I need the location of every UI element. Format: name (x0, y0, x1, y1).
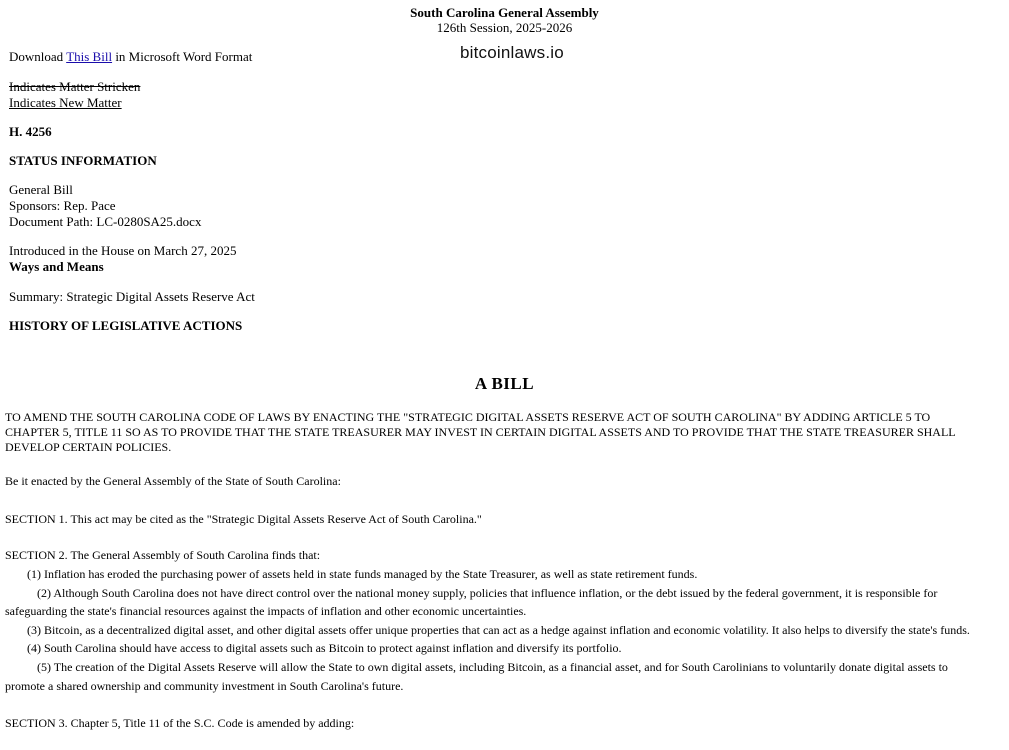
finding-2-line-1 (37, 586, 1009, 601)
summary: Summary: Strategic Digital Assets Reserve Act (9, 289, 255, 304)
committee: Ways and Means (9, 259, 104, 274)
finding-3-text: (3) Bitcoin, as a decentralized digital asset, and other digital assets offer unique properties that can act as a hedge against inflation and economic volatility. It also helps to diversify the state's funds. (27, 623, 970, 637)
history-heading: HISTORY OF LEGISLATIVE ACTIONS (9, 318, 243, 333)
download-bill-link[interactable]: This Bill (66, 49, 113, 64)
bill-purpose (5, 410, 1009, 455)
finding-2-line-2: safeguarding the state's financial resources against the impacts of inflation and other economic uncertainties. (5, 604, 527, 618)
document-path: Document Path: LC-0280SA25.docx (9, 214, 202, 229)
bill-type: General Bill (9, 182, 73, 197)
finding-2-text: (2) Although South Carolina does not have direct control over the national money supply, policies that influence inflation, or the debt issued by the federal government, it is responsible for (37, 586, 938, 600)
enacting-clause: Be it enacted by the General Assembly of the State of South Carolina: (5, 474, 341, 488)
section-2-intro: SECTION 2. The General Assembly of South Carolina finds that: (5, 548, 321, 562)
purpose-line: CHAPTER 5, TITLE 11 SO AS TO PROVIDE THAT THE STATE TREASURER MAY INVEST IN CERTAIN DIGITAL ASSETS AND TO PROVIDE THAT THE STATE TREASURER SHALL (5, 425, 956, 439)
download-line (9, 49, 252, 64)
assembly-title: South Carolina General Assembly (410, 5, 599, 20)
status-heading: STATUS INFORMATION (9, 153, 157, 168)
introduced-date: Introduced in the House on March 27, 2025 (9, 243, 237, 258)
bill-title: A BILL (474, 374, 535, 393)
section-3: SECTION 3. Chapter 5, Title 11 of the S.C. Code is amended by adding: (5, 716, 355, 730)
finding-1: (1) Inflation has eroded the purchasing power of assets held in state funds managed by the State Treasurer, as well as state retirement funds. (27, 567, 698, 581)
bill-number: H. 4256 (9, 124, 52, 139)
purpose-line: DEVELOP CERTAIN POLICIES. (5, 440, 172, 454)
finding-3 (27, 623, 1009, 638)
download-prefix: Download (9, 49, 67, 64)
finding-5-line-1 (37, 660, 1009, 675)
legend-new-matter: Indicates New Matter (9, 95, 122, 110)
watermark: bitcoinlaws.io (460, 43, 564, 62)
section-1: SECTION 1. This act may be cited as the "Strategic Digital Assets Reserve Act of South Carolina." (5, 512, 482, 526)
finding-5-text: (5) The creation of the Digital Assets Reserve will allow the State to own digital assets, including Bitcoin, as a financial asset, and for South Carolinians to voluntarily donate digital assets to (37, 660, 948, 674)
sponsors: Sponsors: Rep. Pace (9, 198, 116, 213)
session-subtitle: 126th Session, 2025-2026 (436, 20, 573, 35)
purpose-line: TO AMEND THE SOUTH CAROLINA CODE OF LAWS BY ENACTING THE "STRATEGIC DIGITAL ASSETS RESERVE ACT OF SOUTH CAROLINA" BY ADDING ARTICLE 5 TO (5, 410, 931, 424)
download-suffix: in Microsoft Word Format (112, 49, 253, 64)
legend-stricken: Indicates Matter Stricken (9, 79, 141, 94)
finding-4: (4) South Carolina should have access to digital assets such as Bitcoin to protect against inflation and diversify its portfolio. (27, 641, 622, 655)
finding-5-line-2: promote a shared ownership and community investment in South Carolina's future. (5, 679, 404, 693)
